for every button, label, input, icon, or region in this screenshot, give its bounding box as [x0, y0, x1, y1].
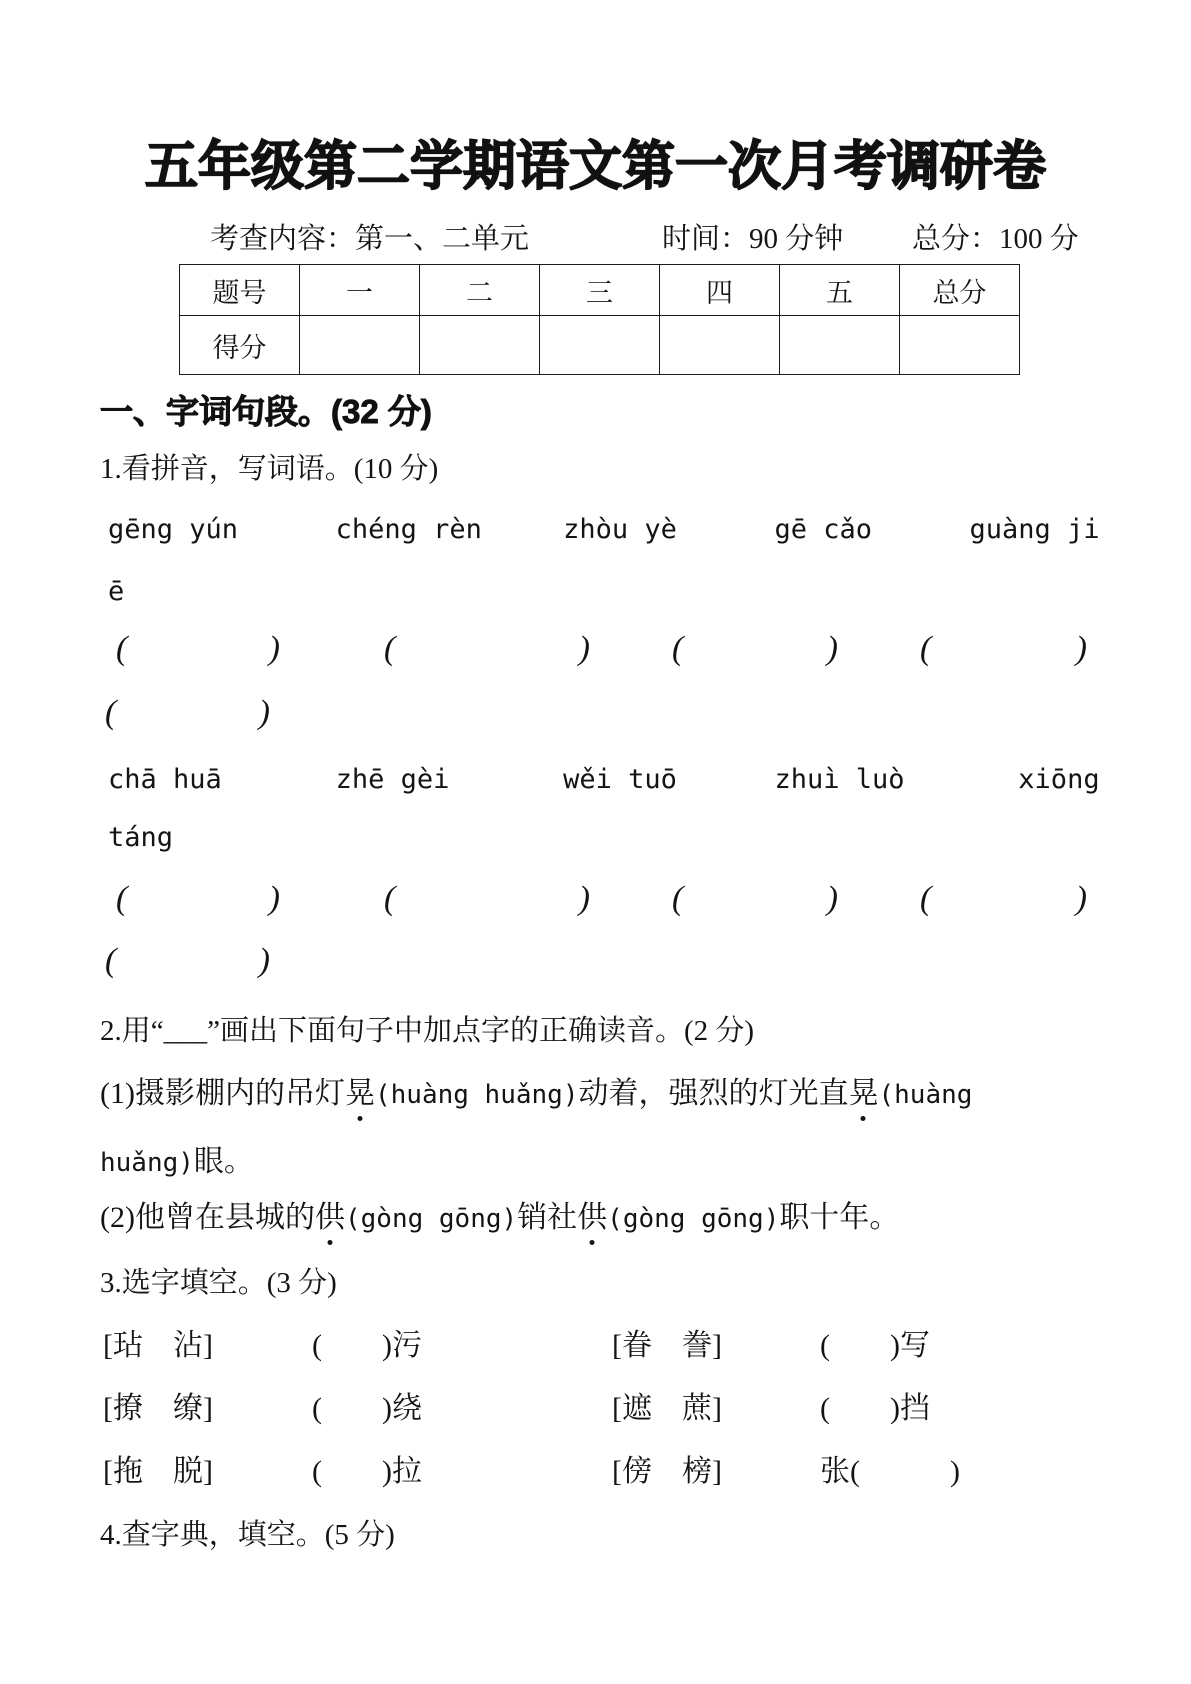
char-options: [遮 蔗]	[612, 1392, 722, 1425]
paren-open: (	[672, 880, 684, 917]
paren-open: (	[384, 630, 396, 667]
paren-close: )	[258, 942, 270, 979]
question4-label: 4.查字典，填空。(5 分)	[100, 1519, 395, 1551]
dotted-char: 晃	[848, 1068, 878, 1112]
answer-blank	[920, 630, 1087, 668]
pinyin-line-2: chā huā zhē gèi wěi tuō zhuì luò xiōng	[108, 764, 1100, 795]
answer-blank	[105, 694, 270, 732]
q3-choice-row-1	[0, 1320, 1191, 1364]
score-table-col-total: 总分	[900, 265, 1020, 316]
score-cell-empty	[900, 316, 1020, 375]
paren-close: )	[826, 880, 838, 917]
pinyin-line-2-wrap: táng	[108, 822, 174, 853]
paren-close: )	[268, 630, 280, 667]
answer-blank-row-2	[100, 880, 1110, 930]
score-cell-empty	[780, 316, 900, 375]
score-table-col-2: 二	[420, 265, 540, 316]
sentence-segment: 销社	[517, 1201, 578, 1234]
dotted-char: 供	[577, 1192, 607, 1236]
question1-label: 1.看拼音，写词语。(10 分)	[100, 453, 439, 485]
dotted-char: 供	[315, 1192, 345, 1236]
sentence-segment: 眼。	[193, 1145, 254, 1178]
dotted-char: 晃	[345, 1068, 375, 1112]
question2-label: 2.用“___”画出下面句子中加点字的正确读音。(2 分)	[100, 1015, 755, 1047]
paren-open: (	[920, 630, 932, 667]
answer-blank	[920, 880, 1087, 918]
q2-sentence1-line2	[100, 1136, 254, 1180]
char-options: [眷 誊]	[612, 1329, 722, 1362]
pinyin-segment: (gòng gōng)	[344, 1204, 518, 1234]
char-options: [傍 榜]	[612, 1455, 722, 1488]
paren-close: )	[826, 630, 838, 667]
score-table-col-3: 三	[540, 265, 660, 316]
q3-choice-row-2	[0, 1383, 1191, 1427]
answer-blank	[116, 880, 280, 918]
score-table	[179, 264, 1020, 375]
sentence-segment: 职十年。	[779, 1201, 900, 1234]
score-cell-empty	[540, 316, 660, 375]
section1-heading: 一、字词句段。(32 分)	[100, 393, 432, 430]
score-table-corner: 题号	[180, 265, 300, 316]
fill-blank: 张( )	[820, 1455, 960, 1488]
sentence-segment: (1)摄影棚内的吊灯	[100, 1077, 345, 1110]
score-table-col-1: 一	[300, 265, 420, 316]
answer-blank	[672, 880, 838, 918]
pinyin-segment: huǎng)	[100, 1148, 194, 1178]
pinyin-segment: (gòng gōng)	[607, 1204, 780, 1234]
paren-open: (	[116, 880, 128, 917]
score-cell-empty	[660, 316, 780, 375]
q3-choice-row-3	[0, 1446, 1191, 1490]
answer-blank-row-1-wrap	[100, 694, 1110, 744]
paren-close: )	[1075, 880, 1087, 917]
pinyin-segment: (huàng huǎng)	[374, 1080, 579, 1110]
score-table-col-4: 四	[660, 265, 780, 316]
q2-sentence1-line1	[100, 1068, 972, 1112]
paren-open: (	[105, 694, 117, 731]
paren-close: )	[578, 630, 590, 667]
score-table-score-row	[180, 316, 1020, 375]
pinyin-line-1-wrap: ē	[108, 576, 125, 607]
fill-blank: ( )挡	[820, 1392, 930, 1425]
fill-blank: ( )写	[820, 1329, 930, 1362]
exam-scope: 考查内容：第一、二单元	[210, 223, 530, 255]
exam-total-score: 总分：100 分	[912, 223, 1079, 255]
fill-blank: ( )绕	[312, 1392, 422, 1425]
score-table-col-5: 五	[780, 265, 900, 316]
score-row-label: 得分	[180, 316, 300, 375]
fill-blank: ( )拉	[312, 1455, 422, 1488]
q2-sentence2	[100, 1192, 899, 1236]
paren-close: )	[1075, 630, 1087, 667]
char-options: [玷 沾]	[103, 1329, 213, 1362]
answer-blank	[116, 630, 280, 668]
answer-blank	[672, 630, 838, 668]
score-cell-empty	[300, 316, 420, 375]
fill-blank: ( )污	[312, 1329, 422, 1362]
pinyin-line-1: gēng yún chéng rèn zhòu yè gē cǎo guàng ji	[108, 514, 1100, 545]
answer-blank-row-1	[100, 630, 1110, 680]
answer-blank	[105, 942, 270, 980]
sentence-segment: (2)他曾在县城的	[100, 1201, 315, 1234]
paren-open: (	[116, 630, 128, 667]
answer-blank-row-2-wrap	[100, 942, 1110, 992]
paren-open: (	[920, 880, 932, 917]
question3-label: 3.选字填空。(3 分)	[100, 1267, 337, 1299]
exam-duration: 时间：90 分钟	[662, 223, 844, 255]
exam-title: 五年级第二学期语文第一次月考调研卷	[145, 137, 1046, 196]
exam-info-line	[0, 216, 1191, 255]
pinyin-segment: (huàng	[878, 1080, 973, 1110]
char-options: [撩 缭]	[103, 1392, 213, 1425]
char-options: [拖 脱]	[103, 1455, 213, 1488]
score-table-header-row	[180, 265, 1020, 316]
sentence-segment: 动着，强烈的灯光直	[578, 1077, 849, 1110]
paren-close: )	[268, 880, 280, 917]
paren-close: )	[578, 880, 590, 917]
paren-close: )	[258, 694, 270, 731]
paren-open: (	[672, 630, 684, 667]
paren-open: (	[105, 942, 117, 979]
answer-blank	[384, 630, 590, 668]
paren-open: (	[384, 880, 396, 917]
score-cell-empty	[420, 316, 540, 375]
answer-blank	[384, 880, 590, 918]
